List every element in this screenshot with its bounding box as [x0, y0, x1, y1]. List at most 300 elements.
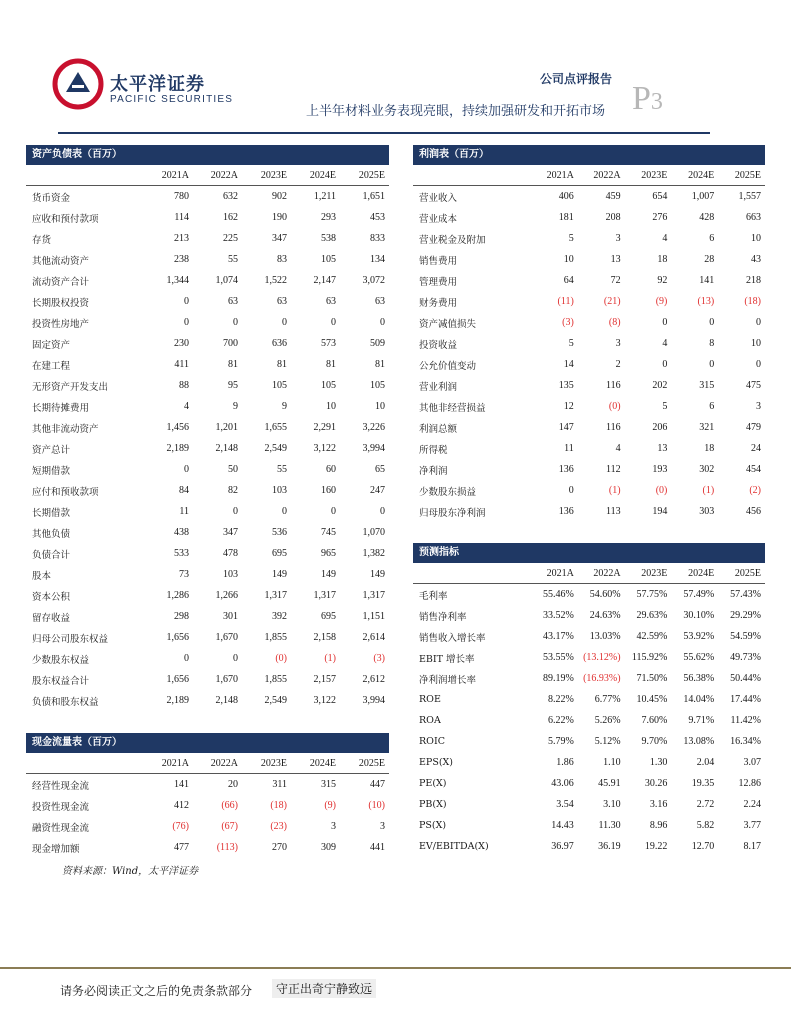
cell-value: 45.91: [598, 778, 621, 789]
cell-value: 72: [610, 275, 621, 286]
table-row: [413, 249, 765, 270]
table-row: [26, 501, 389, 522]
table-row: [26, 585, 389, 606]
cell-value: 1,074: [215, 275, 238, 286]
year-header: 2024E: [309, 169, 336, 181]
cell-value: 105: [272, 380, 287, 391]
brand-name-en: PACIFIC SECURITIES: [110, 94, 234, 105]
row-label: 投资收益: [419, 339, 458, 351]
cell-value: 1,317: [362, 590, 385, 601]
brand-name-cn: 太平洋证券: [110, 74, 205, 95]
table-row: [26, 648, 389, 669]
cell-value: 3: [615, 338, 621, 349]
row-label: 负债合计: [32, 549, 71, 561]
table-row: [413, 228, 765, 249]
row-label: 归母股东净利润: [419, 507, 486, 519]
cell-value: 1.86: [556, 757, 574, 768]
cell-value: 53.92%: [683, 631, 715, 642]
cell-value: 19.35: [691, 778, 715, 789]
cell-value: (16.93%): [583, 673, 621, 684]
cell-value: 406: [558, 191, 574, 202]
table-row: [26, 459, 389, 480]
cell-value: 11: [564, 443, 574, 454]
cell-value: 54.60%: [589, 589, 621, 600]
cell-value: 10.45%: [636, 694, 668, 705]
row-label: 资本公积: [32, 591, 71, 603]
cell-value: 92: [657, 275, 668, 286]
cell-value: 63: [326, 296, 336, 307]
cell-value: 0: [380, 317, 385, 328]
cell-value: (1): [608, 485, 621, 496]
cell-value: 7.60%: [641, 715, 668, 726]
table-title: 现金流量表（百万）: [26, 733, 389, 753]
cell-value: 2,147: [313, 275, 336, 286]
table-title: 资产负债表（百万）: [26, 145, 389, 165]
year-header: 2025E: [734, 169, 761, 181]
cell-value: 57.49%: [683, 589, 715, 600]
page-number: [632, 80, 663, 118]
cell-value: 965: [321, 548, 336, 559]
table-row: [26, 816, 389, 837]
cell-value: 1,201: [215, 422, 238, 433]
table-row: [26, 207, 389, 228]
cell-value: 88: [179, 380, 189, 391]
cell-value: 202: [652, 380, 668, 391]
cell-value: 2,157: [313, 674, 336, 685]
cell-value: 114: [174, 212, 189, 223]
cell-value: 9: [233, 401, 238, 412]
cell-value: 1,382: [362, 548, 385, 559]
cell-value: 1,557: [738, 191, 761, 202]
balance-sheet-table: [26, 145, 389, 711]
cell-value: 1,317: [264, 590, 287, 601]
table-row: [413, 459, 765, 480]
table-row: [413, 270, 765, 291]
cell-value: 447: [370, 779, 385, 790]
cell-value: 0: [282, 506, 287, 517]
cell-value: (0): [275, 653, 287, 664]
table-row: [413, 207, 765, 228]
row-label: 投资性房地产: [32, 318, 90, 330]
cell-value: 0: [755, 317, 761, 328]
cell-value: 2,612: [362, 674, 385, 685]
table-row: [26, 396, 389, 417]
cell-value: 10: [375, 401, 385, 412]
cell-value: 14: [563, 359, 574, 370]
table-row: [26, 312, 389, 333]
cell-value: 83: [277, 254, 287, 265]
cell-value: 3,994: [362, 695, 385, 706]
cell-value: 13: [610, 254, 621, 265]
table-row: [26, 291, 389, 312]
table-row: [26, 690, 389, 711]
cell-value: 136: [558, 464, 574, 475]
cell-value: 14.04%: [683, 694, 715, 705]
cell-value: 12: [563, 401, 574, 412]
cell-value: 311: [272, 779, 287, 790]
cell-value: 509: [370, 338, 385, 349]
year-header: 2024E: [688, 169, 715, 181]
cell-value: 1,670: [215, 632, 238, 643]
cell-value: 55.46%: [542, 589, 574, 600]
cell-value: 10: [326, 401, 336, 412]
cell-value: 10: [750, 233, 761, 244]
row-label: PS(X): [419, 820, 447, 831]
cell-value: 55.62%: [683, 652, 715, 663]
row-label: ROIC: [419, 736, 445, 747]
cell-value: (76): [172, 821, 189, 832]
cell-value: 149: [370, 569, 385, 580]
cell-value: 116: [605, 422, 621, 433]
cell-value: 309: [321, 842, 336, 853]
income-statement-table: [413, 145, 765, 522]
row-label: 所得税: [419, 444, 448, 456]
row-label: 负债和股东权益: [32, 696, 99, 708]
cell-value: 65: [375, 464, 385, 475]
cell-value: 4: [662, 338, 668, 349]
cell-value: 479: [745, 422, 761, 433]
cell-value: 113: [605, 506, 621, 517]
cell-value: 13.08%: [683, 736, 715, 747]
cell-value: 0: [331, 506, 336, 517]
cell-value: 11.30: [598, 820, 621, 831]
forecast-indicators-table: [413, 543, 765, 857]
table-header-row: [413, 165, 765, 186]
cell-value: 902: [272, 191, 287, 202]
cell-value: 0: [233, 506, 238, 517]
table-row: [413, 731, 765, 752]
cell-value: 5: [568, 338, 574, 349]
table-row: [413, 354, 765, 375]
cell-value: (11): [557, 296, 574, 307]
table-row: [413, 186, 765, 207]
cell-value: 2,189: [166, 695, 189, 706]
table-row: [26, 606, 389, 627]
cell-value: 780: [174, 191, 189, 202]
cell-value: 36.19: [598, 841, 621, 852]
cell-value: 162: [223, 212, 238, 223]
cell-value: 134: [370, 254, 385, 265]
cell-value: 54.59%: [730, 631, 761, 642]
cell-value: 3.77: [743, 820, 761, 831]
page-letter: P: [632, 80, 651, 117]
cell-value: 2.24: [743, 799, 761, 810]
cell-value: 2,291: [313, 422, 336, 433]
row-label: 在建工程: [32, 360, 71, 372]
cell-value: (9): [324, 800, 336, 811]
cell-value: 8.17: [743, 841, 761, 852]
cell-value: 13: [657, 443, 668, 454]
cell-value: 43: [750, 254, 761, 265]
company-logo: [52, 58, 104, 110]
cell-value: 3.16: [649, 799, 668, 810]
row-label: 资产总计: [32, 444, 71, 456]
row-label: 公允价值变动: [419, 360, 477, 372]
cell-value: 30.10%: [683, 610, 715, 621]
cell-value: 293: [321, 212, 336, 223]
year-header: 2023E: [641, 567, 668, 579]
cell-value: 6: [709, 233, 715, 244]
cell-value: 84: [179, 485, 189, 496]
table-row: [413, 668, 765, 689]
cell-value: (1): [324, 653, 336, 664]
cell-value: 225: [223, 233, 238, 244]
year-header: 2021A: [161, 169, 189, 181]
cell-value: 1,655: [264, 422, 287, 433]
disclaimer-text[interactable]: 请务必阅读正文之后的免责条款部分: [60, 984, 253, 998]
table-header-row: [26, 165, 389, 186]
cell-value: 1,070: [362, 527, 385, 538]
cell-value: 81: [277, 359, 287, 370]
row-label: 应付和预收款项: [32, 486, 99, 498]
cell-value: 475: [745, 380, 761, 391]
cell-value: (9): [655, 296, 668, 307]
row-label: 经营性现金流: [32, 780, 90, 792]
cell-value: 149: [272, 569, 287, 580]
cell-value: 0: [709, 317, 715, 328]
cell-value: 63: [277, 296, 287, 307]
cell-value: 63: [228, 296, 238, 307]
cell-value: (13): [697, 296, 715, 307]
cell-value: 141: [174, 779, 189, 790]
cell-value: 0: [233, 653, 238, 664]
cell-value: 8: [709, 338, 715, 349]
cell-value: 0: [184, 317, 189, 328]
cell-value: 135: [558, 380, 574, 391]
cell-value: 0: [233, 317, 238, 328]
table-row: [26, 270, 389, 291]
cell-value: 1,211: [313, 191, 336, 202]
table-row: [413, 689, 765, 710]
row-label: 融资性现金流: [32, 822, 90, 834]
cell-value: 181: [558, 212, 574, 223]
cell-value: 3,122: [313, 695, 336, 706]
row-label: ROE: [419, 694, 441, 705]
cell-value: 218: [745, 275, 761, 286]
table-row: [26, 228, 389, 249]
cell-value: 2.72: [696, 799, 715, 810]
row-label: 净利润: [419, 465, 448, 477]
cell-value: 112: [605, 464, 621, 475]
cell-value: 700: [223, 338, 238, 349]
table-row: [413, 333, 765, 354]
row-label: PB(X): [419, 799, 447, 810]
table-row: [413, 710, 765, 731]
cell-value: 3,072: [362, 275, 385, 286]
row-label: 少数股东权益: [32, 654, 90, 666]
row-label: 现金增加额: [32, 843, 80, 855]
row-label: 销售收入增长率: [419, 632, 486, 644]
cell-value: 321: [699, 422, 715, 433]
cell-value: 663: [745, 212, 761, 223]
cell-value: 0: [184, 653, 189, 664]
table-row: [26, 480, 389, 501]
cell-value: 654: [652, 191, 668, 202]
cell-value: 636: [272, 338, 287, 349]
cell-value: 8.22%: [547, 694, 574, 705]
cell-value: 3,994: [362, 443, 385, 454]
cell-value: 105: [321, 254, 336, 265]
table-row: [413, 291, 765, 312]
cell-value: 5.79%: [547, 736, 574, 747]
cell-value: 105: [370, 380, 385, 391]
cell-value: 412: [174, 800, 189, 811]
cell-value: 9: [282, 401, 287, 412]
cell-value: 4: [615, 443, 621, 454]
row-label: 其他非流动资产: [32, 423, 99, 435]
cell-value: 81: [326, 359, 336, 370]
cell-value: 28: [704, 254, 715, 265]
cell-value: 3: [755, 401, 761, 412]
cell-value: 1,456: [166, 422, 189, 433]
cell-value: 50: [228, 464, 238, 475]
cell-value: 456: [745, 506, 761, 517]
table-row: [413, 312, 765, 333]
cell-value: 16.34%: [730, 736, 761, 747]
cell-value: 1.30: [649, 757, 668, 768]
cell-value: 573: [321, 338, 336, 349]
table-row: [26, 774, 389, 795]
cell-value: 49.73%: [730, 652, 761, 663]
cell-value: (8): [608, 317, 621, 328]
cell-value: 81: [228, 359, 238, 370]
table-row: [413, 584, 765, 605]
cell-value: 302: [699, 464, 715, 475]
cell-value: 411: [174, 359, 189, 370]
cell-value: 9.70%: [641, 736, 668, 747]
table-row: [413, 501, 765, 522]
cell-value: 81: [375, 359, 385, 370]
cell-value: 4: [184, 401, 189, 412]
cell-value: 0: [380, 506, 385, 517]
cell-value: 3,122: [313, 443, 336, 454]
cell-value: 238: [174, 254, 189, 265]
cell-value: 3: [380, 821, 385, 832]
cell-value: 2,158: [313, 632, 336, 643]
table-row: [413, 647, 765, 668]
row-label: 净利润增长率: [419, 674, 477, 686]
cell-value: 116: [605, 380, 621, 391]
row-label: 归母公司股东权益: [32, 633, 109, 645]
cell-value: (18): [270, 800, 287, 811]
cell-value: 206: [652, 422, 668, 433]
cell-value: 57.75%: [636, 589, 668, 600]
table-row: [26, 333, 389, 354]
cell-value: 230: [174, 338, 189, 349]
cell-value: 17.44%: [730, 694, 761, 705]
row-label: 留存收益: [32, 612, 71, 624]
row-label: 资产减值损失: [419, 318, 477, 330]
cell-value: 6: [709, 401, 715, 412]
table-row: [413, 626, 765, 647]
table-row: [26, 627, 389, 648]
table-row: [26, 543, 389, 564]
cell-value: (66): [221, 800, 238, 811]
row-label: ROA: [419, 715, 441, 726]
cell-value: 24.63%: [589, 610, 621, 621]
cell-value: 632: [223, 191, 238, 202]
cell-value: 2,189: [166, 443, 189, 454]
cell-value: 105: [321, 380, 336, 391]
table-header-row: [413, 563, 765, 584]
cell-value: 89.19%: [542, 673, 574, 684]
cell-value: (18): [744, 296, 761, 307]
cell-value: 5.12%: [594, 736, 621, 747]
cell-value: 50.44%: [730, 673, 761, 684]
cell-value: 55: [277, 464, 287, 475]
row-label: 少数股东损益: [419, 486, 477, 498]
cell-value: 141: [699, 275, 715, 286]
year-header: 2021A: [161, 757, 189, 769]
cell-value: 478: [223, 548, 238, 559]
table-title: 预测指标: [413, 543, 765, 563]
cell-value: (0): [608, 401, 621, 412]
row-label: 管理费用: [419, 276, 458, 288]
year-header: 2024E: [688, 567, 715, 579]
cell-value: (113): [216, 842, 238, 853]
cell-value: 536: [272, 527, 287, 538]
table-title: 利润表（百万）: [413, 145, 765, 165]
cell-value: 745: [321, 527, 336, 538]
cell-value: 0: [331, 317, 336, 328]
table-row: [413, 815, 765, 836]
cell-value: 103: [272, 485, 287, 496]
cell-value: 0: [184, 464, 189, 475]
cell-value: 1,670: [215, 674, 238, 685]
year-header: 2021A: [546, 169, 574, 181]
cell-value: 194: [652, 506, 668, 517]
cell-value: 315: [699, 380, 715, 391]
table-row: [413, 836, 765, 857]
cell-value: 82: [228, 485, 238, 496]
cell-value: 1,855: [264, 674, 287, 685]
cell-value: 0: [662, 359, 668, 370]
table-header-row: [26, 753, 389, 774]
cell-value: 115.92%: [631, 652, 668, 663]
cell-value: 347: [272, 233, 287, 244]
cell-value: 533: [174, 548, 189, 559]
cell-value: 0: [709, 359, 715, 370]
report-type: 公司点评报告: [540, 72, 613, 86]
cell-value: (0): [655, 485, 668, 496]
cell-value: 1,286: [166, 590, 189, 601]
cell-value: 30.26: [644, 778, 668, 789]
row-label: 营业税金及附加: [419, 234, 486, 246]
table-row: [413, 417, 765, 438]
cell-value: 190: [272, 212, 287, 223]
cell-value: 13.03%: [589, 631, 621, 642]
table-row: [26, 795, 389, 816]
table-row: [26, 354, 389, 375]
row-label: 存货: [32, 234, 52, 246]
cell-value: (1): [702, 485, 715, 496]
table-row: [26, 564, 389, 585]
header-rule: [58, 132, 710, 134]
cell-value: (67): [221, 821, 238, 832]
cell-value: 10: [750, 338, 761, 349]
cell-value: 3: [615, 233, 621, 244]
row-label: 无形资产开发支出: [32, 381, 109, 393]
cell-value: 695: [272, 548, 287, 559]
cell-value: 315: [321, 779, 336, 790]
cell-value: 298: [174, 611, 189, 622]
row-label: 财务费用: [419, 297, 458, 309]
cell-value: 71.50%: [636, 673, 668, 684]
row-label: 营业利润: [419, 381, 458, 393]
cell-value: 3,226: [362, 422, 385, 433]
table-row: [26, 417, 389, 438]
year-header: 2025E: [734, 567, 761, 579]
